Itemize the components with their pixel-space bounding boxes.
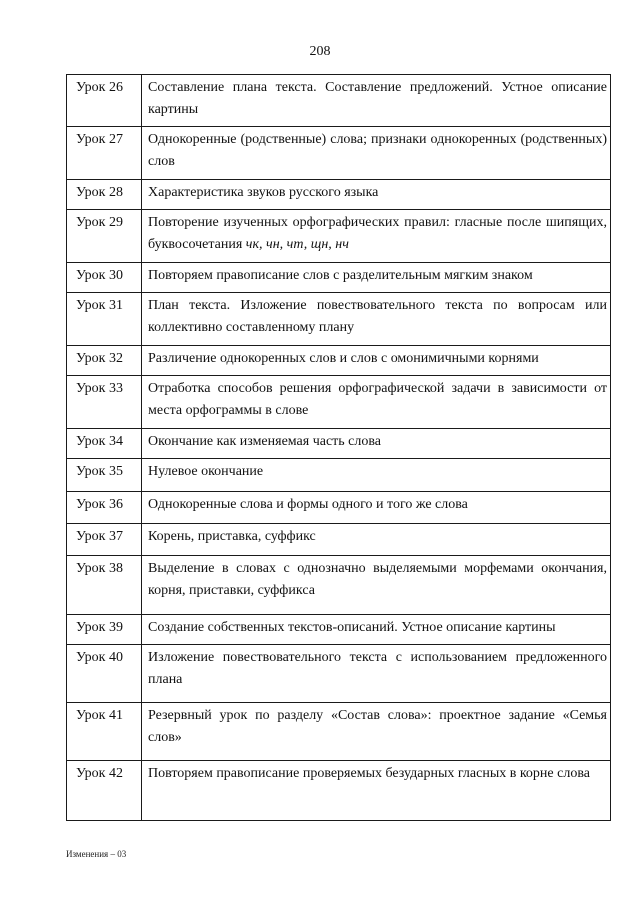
table-row <box>67 556 611 615</box>
lesson-number: Урок 42 <box>67 761 142 821</box>
lesson-topic: Выделение в словах с однозначно выделяемыми морфемами окончания, корня, приставки, суффикса <box>142 556 611 615</box>
lesson-topic: Нулевое окончание <box>142 459 611 492</box>
lesson-number: Урок 30 <box>67 263 142 293</box>
lesson-number: Урок 29 <box>67 210 142 263</box>
table-row <box>67 293 611 346</box>
lesson-topic: Однокоренные (родственные) слова; признаки однокоренных (родственных) слов <box>142 127 611 180</box>
lesson-topic: План текста. Изложение повествовательного текста по вопросам или коллективно составленному плану <box>142 293 611 346</box>
lesson-topic: Отработка способов решения орфографической задачи в зависимости от места орфограммы в слове <box>142 376 611 429</box>
lesson-number: Урок 33 <box>67 376 142 429</box>
lesson-topic: Однокоренные слова и формы одного и того же слова <box>142 492 611 524</box>
lesson-number: Урок 28 <box>67 180 142 210</box>
lesson-topic: Характеристика звуков русского языка <box>142 180 611 210</box>
page-number: 208 <box>309 44 331 59</box>
lesson-number: Урок 35 <box>67 459 142 492</box>
lesson-topic: Повторяем правописание слов с разделительным мягким знаком <box>142 263 611 293</box>
lesson-number: Урок 36 <box>67 492 142 524</box>
lesson-number: Урок 40 <box>67 645 142 703</box>
lesson-topic: Корень, приставка, суффикс <box>142 524 611 556</box>
lesson-number: Урок 39 <box>67 615 142 645</box>
lesson-topic: Составление плана текста. Составление предложений. Устное описание картины <box>142 75 611 127</box>
table-row <box>67 615 611 645</box>
table-row <box>67 492 611 524</box>
table-row <box>67 210 611 263</box>
lesson-topic: Создание собственных текстов-описаний. Устное описание картины <box>142 615 611 645</box>
footer-revision-note: Изменения – 03 <box>66 849 127 859</box>
table-row <box>67 180 611 210</box>
letter-combinations: чк, чн, чт, щн, нч <box>245 237 349 252</box>
table-row <box>67 75 611 127</box>
lesson-topic: Различение однокоренных слов и слов с омонимичными корнями <box>142 346 611 376</box>
lesson-number: Урок 31 <box>67 293 142 346</box>
lesson-topic <box>142 210 611 263</box>
lesson-number: Урок 37 <box>67 524 142 556</box>
table-row <box>67 524 611 556</box>
table-row <box>67 429 611 459</box>
lesson-number: Урок 27 <box>67 127 142 180</box>
lesson-number: Урок 41 <box>67 703 142 761</box>
lesson-number: Урок 26 <box>67 75 142 127</box>
table-row <box>67 703 611 761</box>
lesson-number: Урок 32 <box>67 346 142 376</box>
lesson-topic: Повторяем правописание проверяемых безударных гласных в корне слова <box>142 761 611 821</box>
table-row <box>67 263 611 293</box>
table-row <box>67 376 611 429</box>
table-row <box>67 761 611 821</box>
lesson-number: Урок 38 <box>67 556 142 615</box>
table-row <box>67 346 611 376</box>
lesson-topic: Изложение повествовательного текста с использованием предложенного плана <box>142 645 611 703</box>
table-row <box>67 645 611 703</box>
lesson-topic: Окончание как изменяемая часть слова <box>142 429 611 459</box>
table-row <box>67 459 611 492</box>
lesson-topic: Резервный урок по разделу «Состав слова»: проектное задание «Семья слов» <box>142 703 611 761</box>
lesson-topic-text: Повторение изученных орфографических правил: гласные после шипящих, буквосочетания <box>148 215 607 252</box>
lesson-number: Урок 34 <box>67 429 142 459</box>
table-row <box>67 127 611 180</box>
lesson-table <box>66 74 611 821</box>
